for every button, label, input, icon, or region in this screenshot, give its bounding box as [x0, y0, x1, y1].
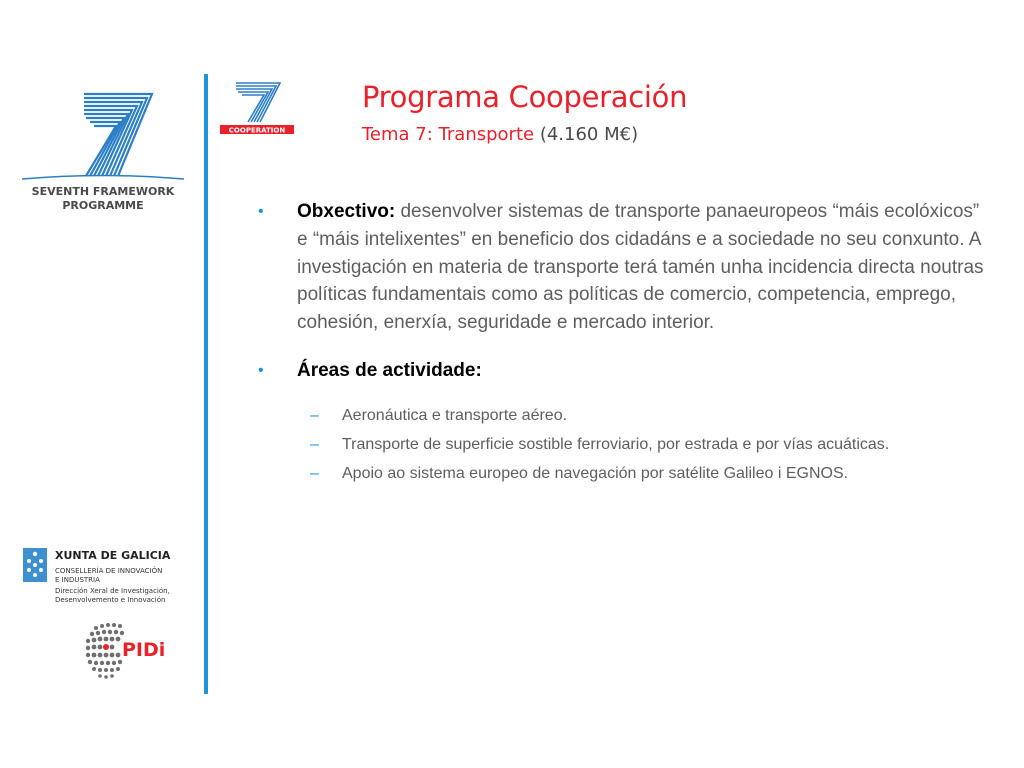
svg-text:COOPERATION: COOPERATION	[228, 126, 286, 135]
bullet-marker: •	[258, 361, 264, 379]
subtitle-budget: (4.160 M€)	[539, 124, 639, 145]
objective-bullet	[258, 198, 988, 337]
bullet-marker: •	[258, 203, 264, 220]
fp7-logo	[18, 88, 188, 218]
area-item-text: Aeronáutica e transporte aéreo.	[342, 406, 568, 424]
areas-bullet	[258, 357, 988, 385]
svg-text:SEVENTH FRAMEWORK: SEVENTH FRAMEWORK	[31, 185, 175, 198]
subtitle-theme: Tema 7: Transporte	[362, 124, 535, 145]
dash-marker: –	[310, 435, 319, 453]
fp7-seven-icon	[22, 94, 184, 179]
svg-text:PROGRAMME: PROGRAMME	[62, 199, 144, 212]
xunta-logo	[22, 546, 192, 610]
svg-text:PIDi: PIDi	[122, 639, 166, 661]
dash-marker: –	[310, 464, 319, 482]
pidi-dot-grid-icon	[86, 623, 124, 679]
cooperation-seven-icon	[236, 83, 280, 122]
slide-content	[258, 198, 988, 492]
areas-list	[258, 405, 988, 485]
cooperation-logo	[218, 80, 298, 142]
svg-text:XUNTA DE GALICIA: XUNTA DE GALICIA	[55, 549, 171, 562]
list-item	[258, 434, 988, 456]
svg-text:CONSELLERÍA DE INNOVACIÓN: CONSELLERÍA DE INNOVACIÓN	[55, 567, 163, 575]
svg-text:Dirección Xeral de Investigaci: Dirección Xeral de Investigación,	[55, 587, 170, 595]
page-subtitle	[362, 124, 638, 145]
page-title: Programa Cooperación	[362, 80, 688, 114]
dash-marker: –	[310, 406, 319, 424]
vertical-divider	[204, 74, 208, 694]
objective-text: desenvolver sistemas de transporte panaeuropeos “máis ecolóxicos” e “máis intelixentes” en beneficio dos cidadáns e a sociedade no seu conxunto. A investigación en materia de transporte terá tamén unha incidencia directa noutras políticas fundamentais como as políticas de comercio, competencia, emprego, cohesión, enerxía, seguridade e mercado interior.	[297, 201, 984, 334]
list-item	[258, 463, 988, 485]
areas-label: Áreas de actividade:	[297, 359, 482, 381]
svg-text:Desenvolvemento e Innovación: Desenvolvemento e Innovación	[55, 596, 166, 604]
area-item-text: Transporte de superficie sostible ferroviario, por estrada e por vías acuáticas.	[342, 435, 890, 453]
svg-text:E INDUSTRIA: E INDUSTRIA	[55, 576, 100, 584]
objective-label: Obxectivo:	[297, 201, 396, 222]
pidi-logo	[82, 618, 187, 690]
list-item	[258, 405, 988, 427]
area-item-text: Apoio ao sistema europeo de navegación por satélite Galileo i EGNOS.	[342, 464, 849, 482]
